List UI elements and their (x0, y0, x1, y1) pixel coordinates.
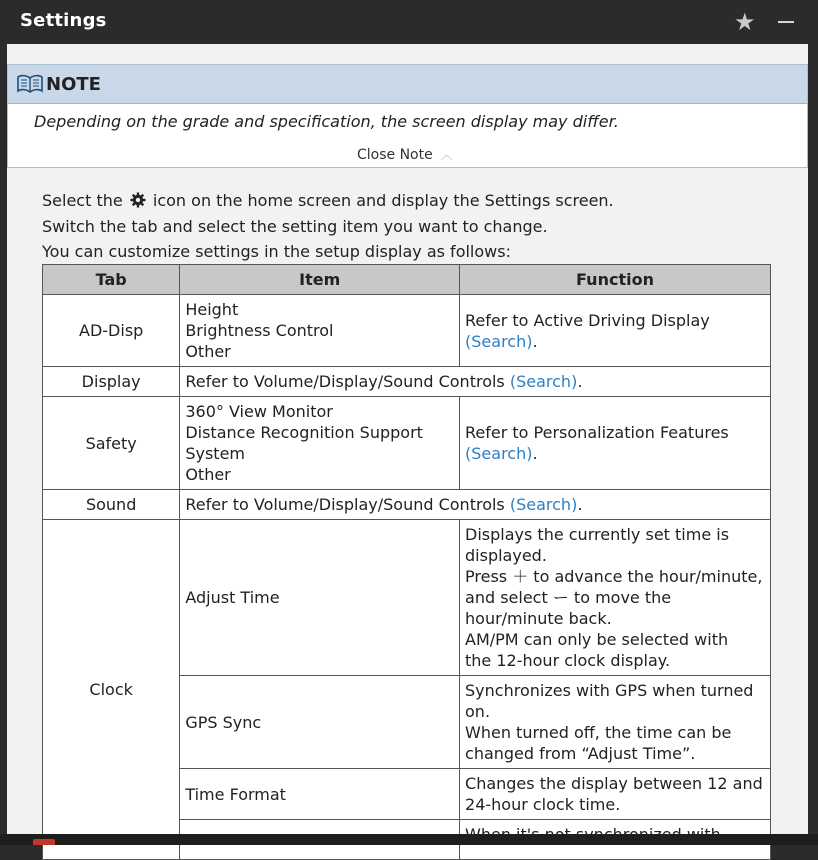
table-row-addisp (43, 295, 771, 367)
function-line: Displays the currently set time is (465, 525, 730, 544)
close-note-button[interactable] (357, 146, 453, 163)
function-text: Refer to Volume/Display/Sound Controls (185, 495, 505, 514)
function-line: When turned off, the time can be (465, 723, 732, 742)
function-cell (460, 769, 771, 820)
function-line: Changes the display between 12 and (465, 774, 763, 793)
intro-line-1-start: Select the (42, 191, 123, 210)
header-function: Function (460, 265, 771, 295)
function-line: and select ー to move the (465, 588, 672, 607)
intro-line-2: Switch the tab and select the setting item you want to change. (42, 216, 548, 236)
table-row-display (43, 367, 771, 397)
item-line: Brightness Control (185, 321, 334, 340)
function-line: AM/PM can only be selected with (465, 630, 729, 649)
function-cell: Refer to Volume/Display/Sound Controls (Search). (180, 490, 771, 520)
tab-cell: Clock (43, 520, 180, 860)
search-link[interactable]: (Search) (509, 372, 578, 391)
item-line: System (185, 444, 245, 463)
table-row-safety (43, 397, 771, 490)
minimize-icon[interactable] (778, 21, 794, 23)
title-bar (0, 0, 818, 44)
item-cell: GPS Sync (180, 676, 460, 769)
function-line: Press ＋ to advance the hour/minute, (465, 567, 763, 586)
item-cell (180, 295, 460, 367)
item-line: 360° View Monitor (185, 402, 333, 421)
table-row-sound (43, 490, 771, 520)
header-item: Item (180, 265, 460, 295)
intro-text (42, 188, 614, 265)
item-cell: Time Format (180, 769, 460, 820)
gear-icon (130, 192, 146, 208)
table-row-clock-adjust (43, 520, 771, 676)
window-title: Settings (20, 10, 107, 31)
function-text: Refer to Personalization Features (465, 423, 729, 442)
intro-line-1-end: icon on the home screen and display the Settings screen. (152, 191, 614, 210)
settings-table (42, 264, 771, 860)
note-header (8, 65, 807, 104)
function-cell: Refer to Volume/Display/Sound Controls (Search). (180, 367, 771, 397)
item-line: Height (185, 300, 239, 319)
item-line: Other (185, 465, 231, 484)
tab-cell: Sound (43, 490, 180, 520)
item-line: Other (185, 342, 231, 361)
note-text: Depending on the grade and specification, the screen display may differ. (34, 112, 619, 131)
star-icon[interactable]: ★ (734, 8, 756, 36)
function-line: the 12-hour clock display. (465, 651, 671, 670)
pdf-badge-icon[interactable] (33, 839, 55, 845)
book-icon (17, 75, 43, 93)
chevron-up-icon: ︿ (440, 148, 453, 162)
function-cell: Refer to Personalization Features (Search). (460, 397, 771, 490)
table-header-row (43, 265, 771, 295)
function-cell (460, 520, 771, 676)
tab-cell: Display (43, 367, 180, 397)
search-link[interactable]: (Search) (465, 331, 533, 351)
function-line: hour/minute back. (465, 609, 612, 628)
function-text: Refer to Volume/Display/Sound Controls (185, 372, 505, 391)
bottom-bar (0, 834, 818, 845)
function-line: changed from “Adjust Time”. (465, 744, 696, 763)
note-title: NOTE (46, 74, 101, 95)
note-box (7, 64, 808, 168)
item-line: Distance Recognition Support (185, 423, 423, 442)
function-line: displayed. (465, 546, 547, 565)
item-cell: Adjust Time (180, 520, 460, 676)
intro-line-3: You can customize settings in the setup display as follows: (42, 242, 511, 261)
tab-cell: AD-Disp (43, 295, 180, 367)
tab-cell: Safety (43, 397, 180, 490)
search-link[interactable]: (Search) (465, 444, 533, 463)
item-cell (180, 397, 460, 490)
header-tab: Tab (43, 265, 180, 295)
function-text: Refer to Active Driving Display (465, 310, 710, 330)
function-cell: Refer to Active Driving Display (Search). (460, 295, 771, 367)
search-link[interactable]: (Search) (509, 495, 578, 514)
function-cell (460, 676, 771, 769)
function-line: Synchronizes with GPS when turned (465, 681, 754, 700)
close-note-label: Close Note (357, 147, 433, 163)
function-line: on. (465, 702, 491, 721)
settings-content-panel[interactable] (7, 44, 808, 834)
intro-line-1 (42, 188, 614, 214)
function-line: 24-hour clock time. (465, 795, 621, 814)
